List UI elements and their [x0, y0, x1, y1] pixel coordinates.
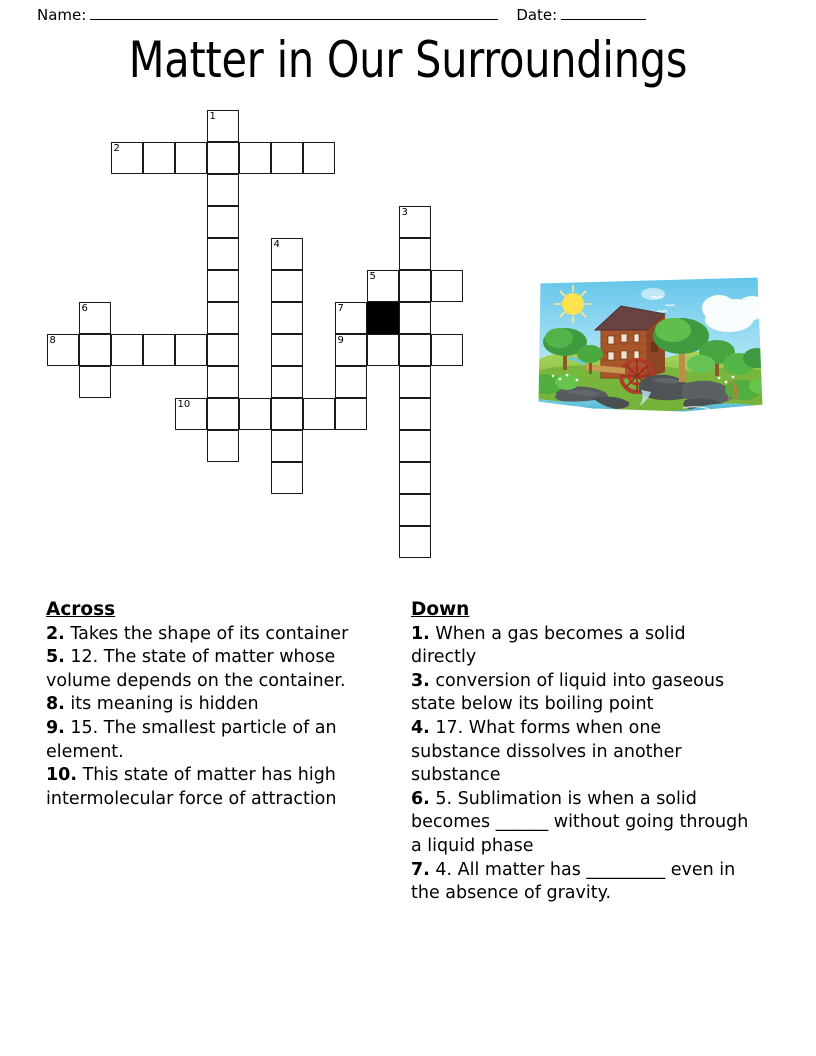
name-write-in-line[interactable]: [90, 7, 498, 20]
crossword-cell[interactable]: [143, 334, 175, 366]
crossword-clue-number: 7: [337, 303, 344, 314]
page-title: Matter in Our Surroundings: [128, 31, 688, 89]
crossword-cell[interactable]: [47, 334, 79, 366]
crossword-clue-number: 6: [81, 303, 88, 314]
crossword-cell[interactable]: [175, 398, 207, 430]
crossword-cell[interactable]: [271, 142, 303, 174]
crossword-cell[interactable]: [271, 334, 303, 366]
crossword-grid[interactable]: [47, 110, 487, 570]
crossword-clue-number: 2: [113, 143, 120, 154]
clue-item-across-8: [46, 693, 398, 717]
clue-item-down-4: [411, 717, 751, 788]
crossword-cell[interactable]: [175, 334, 207, 366]
clue-number: 7.: [411, 859, 430, 880]
crossword-cell[interactable]: [111, 334, 143, 366]
clue-item-down-3: [411, 670, 751, 717]
crossword-cell[interactable]: [399, 462, 431, 494]
clue-text: 4. All matter has _________ even in the absence of gravity.: [411, 859, 736, 904]
down-heading: Down: [411, 599, 470, 620]
crossword-clue-number: 8: [49, 335, 56, 346]
across-heading: Across: [46, 599, 116, 620]
clue-text: Takes the shape of its container: [64, 623, 349, 644]
crossword-clue-number: 3: [401, 207, 408, 218]
crossword-cell[interactable]: [207, 206, 239, 238]
clue-text: This state of matter has high intermolecular force of attraction: [46, 765, 337, 809]
crossword-cell[interactable]: [111, 142, 143, 174]
crossword-cell[interactable]: [271, 462, 303, 494]
crossword-cell[interactable]: [79, 302, 111, 334]
crossword-cell[interactable]: [303, 398, 335, 430]
clue-item-down-1: [411, 623, 751, 670]
clue-item-across-10: [46, 764, 398, 811]
crossword-clue-number: 4: [273, 239, 280, 250]
crossword-cell[interactable]: [335, 334, 367, 366]
crossword-cell[interactable]: [207, 302, 239, 334]
date-write-in-line[interactable]: [561, 7, 646, 20]
down-clue-list: [411, 623, 751, 906]
clue-item-across-9: [46, 717, 398, 764]
date-label: Date:: [516, 6, 558, 24]
crossword-cell[interactable]: [207, 110, 239, 142]
crossword-cell[interactable]: [399, 206, 431, 238]
clue-text: When a gas becomes a solid directly: [411, 623, 686, 668]
crossword-cell[interactable]: [271, 270, 303, 302]
crossword-cell[interactable]: [335, 366, 367, 398]
clue-number: 10.: [46, 765, 78, 786]
crossword-cell[interactable]: [207, 366, 239, 398]
crossword-cell[interactable]: [175, 142, 207, 174]
clue-number: 9.: [46, 717, 65, 738]
clue-text: conversion of liquid into gaseous state below its boiling point: [411, 670, 725, 715]
crossword-cell[interactable]: [399, 302, 431, 334]
clue-text: its meaning is hidden: [64, 694, 259, 715]
crossword-cell[interactable]: [399, 398, 431, 430]
down-clues-column: [411, 598, 751, 906]
clue-text: 17. What forms when one substance dissolves in another substance: [411, 717, 682, 786]
crossword-cell[interactable]: [431, 334, 463, 366]
crossword-cell[interactable]: [399, 366, 431, 398]
clue-item-down-7: [411, 859, 751, 906]
crossword-cell[interactable]: [399, 270, 431, 302]
crossword-cell[interactable]: [239, 142, 271, 174]
crossword-cell[interactable]: [399, 238, 431, 270]
crossword-cell[interactable]: [239, 398, 271, 430]
crossword-cell[interactable]: [207, 270, 239, 302]
crossword-cell[interactable]: [431, 270, 463, 302]
clue-text: 5. Sublimation is when a solid becomes ______ without going through a liquid phase: [411, 788, 749, 856]
crossword-clue-number: 10: [177, 399, 191, 410]
clue-number: 2.: [46, 623, 65, 644]
clue-item-across-5: [46, 646, 398, 693]
crossword-cell[interactable]: [79, 334, 111, 366]
worksheet-header: [0, 0, 816, 26]
crossword-cell[interactable]: [399, 430, 431, 462]
crossword-cell[interactable]: [207, 142, 239, 174]
crossword-cell[interactable]: [79, 366, 111, 398]
crossword-cell[interactable]: [303, 142, 335, 174]
crossword-cell[interactable]: [271, 302, 303, 334]
crossword-cell[interactable]: [271, 238, 303, 270]
clue-number: 1.: [411, 623, 430, 644]
clue-text: 15. The smallest particle of an element.: [46, 717, 337, 762]
crossword-cell[interactable]: [207, 174, 239, 206]
crossword-cell[interactable]: [399, 526, 431, 558]
clue-item-down-6: [411, 788, 751, 859]
crossword-block-cell: [367, 302, 399, 334]
crossword-cell[interactable]: [271, 430, 303, 462]
crossword-cell[interactable]: [367, 270, 399, 302]
crossword-clue-number: 1: [209, 111, 216, 122]
watermill-illustration: [533, 272, 767, 417]
crossword-cell[interactable]: [207, 238, 239, 270]
crossword-cell[interactable]: [367, 334, 399, 366]
crossword-cell[interactable]: [271, 366, 303, 398]
clue-item-across-2: [46, 623, 398, 647]
clue-text: 12. The state of matter whose volume depends on the container.: [46, 647, 346, 691]
crossword-clue-number: 9: [337, 335, 344, 346]
crossword-cell[interactable]: [207, 334, 239, 366]
crossword-cell[interactable]: [399, 334, 431, 366]
clue-number: 8.: [46, 694, 65, 715]
crossword-clue-number: 5: [369, 271, 376, 282]
clue-number: 5.: [46, 647, 65, 668]
crossword-cell[interactable]: [207, 398, 239, 430]
clue-number: 4.: [411, 717, 430, 738]
crossword-cell[interactable]: [335, 302, 367, 334]
crossword-cell[interactable]: [271, 398, 303, 430]
across-clue-list: [46, 623, 398, 812]
crossword-cell[interactable]: [207, 430, 239, 462]
crossword-cell[interactable]: [335, 398, 367, 430]
across-clues-column: [46, 598, 398, 811]
crossword-cell[interactable]: [399, 494, 431, 526]
name-label: Name:: [37, 6, 87, 24]
clue-number: 6.: [411, 788, 430, 809]
clue-number: 3.: [411, 670, 430, 691]
crossword-cell[interactable]: [143, 142, 175, 174]
